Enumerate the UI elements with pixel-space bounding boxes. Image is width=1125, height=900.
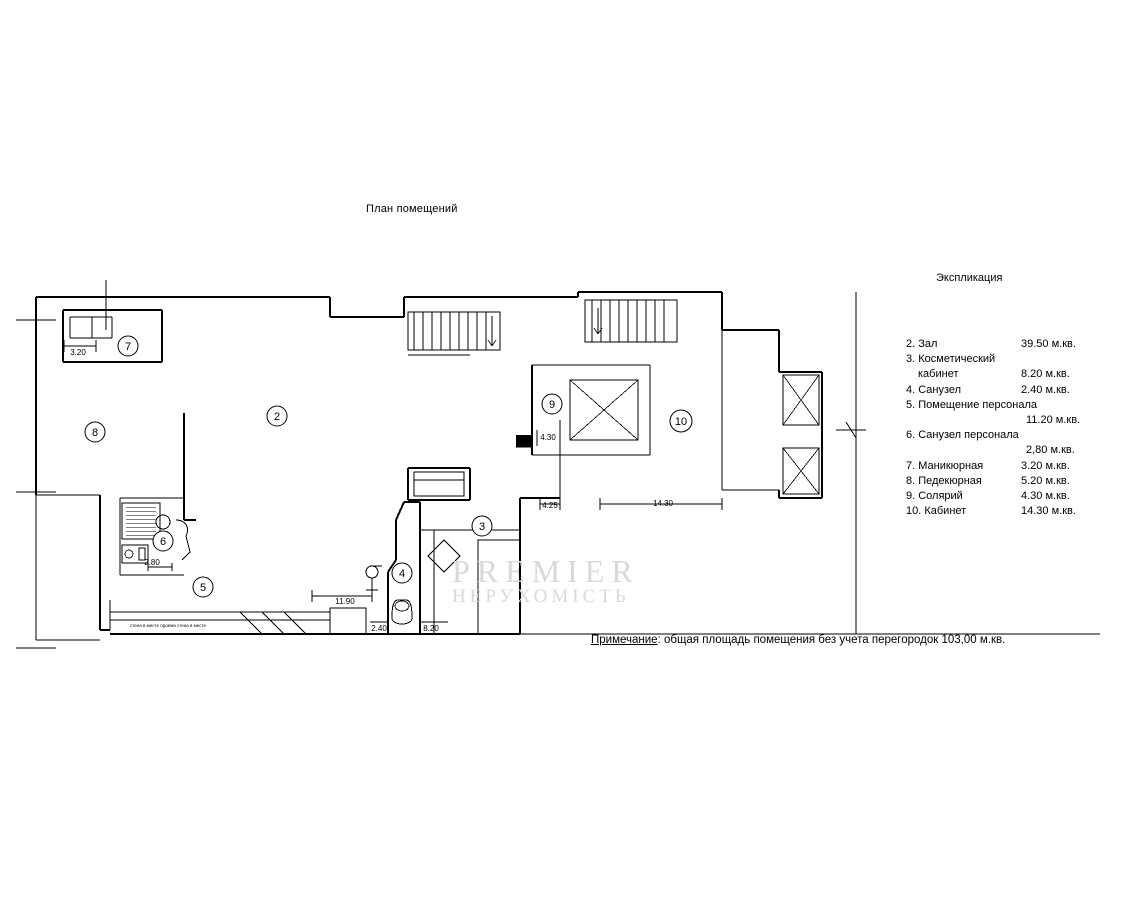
svg-text:5: 5 <box>199 582 207 594</box>
plan-title: План помещений <box>366 203 458 215</box>
explication-label: 6. Санузел персонала <box>906 429 1019 442</box>
explication-value: 3.20 м.кв. <box>1021 459 1070 472</box>
explication-row <box>906 352 1121 367</box>
explication-value: 39.50 м.кв. <box>1021 338 1076 350</box>
explication-label: 7. Маникюрная <box>906 459 984 472</box>
svg-text:3.20: 3.20 <box>70 348 86 357</box>
svg-text:10: 10 <box>674 416 688 428</box>
svg-text:2: 2 <box>273 411 281 423</box>
note-prefix: Примечание <box>591 634 658 646</box>
explication-title: Экспликация <box>936 272 1003 284</box>
svg-text:7: 7 <box>124 341 132 353</box>
watermark-line-1: PREMIER <box>452 553 640 589</box>
explication-row <box>906 489 1121 504</box>
room-badge <box>193 577 213 597</box>
note <box>591 634 1005 646</box>
explication-label: 10. Кабинет <box>906 505 967 518</box>
room-badge <box>472 516 492 536</box>
explication-row <box>906 383 1121 398</box>
svg-text:8: 8 <box>91 427 99 439</box>
watermark-line-2: НЕРУХОМІСТЬ <box>452 586 630 607</box>
room-badge <box>85 422 105 442</box>
svg-text:2.80: 2.80 <box>144 558 160 567</box>
explication-value: 11.20 м.кв. <box>1026 413 1081 426</box>
svg-text:6: 6 <box>159 536 167 548</box>
explication-row <box>906 428 1121 443</box>
explication-row <box>906 459 1121 474</box>
explication-row <box>906 398 1121 413</box>
explication-row <box>906 413 1121 428</box>
explication-row <box>906 504 1121 519</box>
explication-label: 5. Помещение персонала <box>906 398 1038 411</box>
svg-text:14.30: 14.30 <box>652 499 674 508</box>
explication-value: 14.30 м.кв. <box>1021 505 1076 518</box>
explication-list <box>906 337 1121 519</box>
room-badge <box>118 336 138 356</box>
room-badge <box>542 394 562 414</box>
room-badge <box>153 531 173 551</box>
room-badge <box>267 406 287 426</box>
svg-text:3: 3 <box>478 521 486 533</box>
explication-value: 8.20 м.кв. <box>1021 368 1070 381</box>
room-badge <box>392 563 412 583</box>
room-badges <box>85 336 692 597</box>
explication-row <box>906 337 1121 352</box>
explication-row <box>906 443 1121 458</box>
svg-text:4.30: 4.30 <box>540 433 556 442</box>
explication-row <box>906 367 1121 382</box>
explication-label: 9. Солярий <box>906 489 963 502</box>
svg-text:9: 9 <box>548 399 556 411</box>
svg-text:4: 4 <box>398 568 406 580</box>
explication-row <box>906 474 1121 489</box>
svg-text:4.25: 4.25 <box>542 501 558 510</box>
svg-text:11.90: 11.90 <box>335 597 355 606</box>
explication-value: 4.30 м.кв. <box>1021 489 1070 502</box>
room-badge <box>670 410 692 432</box>
explication-label: 2. Зал <box>906 338 938 350</box>
svg-text:2.40: 2.40 <box>371 624 387 633</box>
explication-label: 8. Педекюрная <box>906 474 982 487</box>
explication-value: 2.40 м.кв. <box>1021 383 1070 396</box>
explication-value: 2,80 м.кв. <box>1026 444 1075 457</box>
explication-label: 3. Косметический <box>906 353 996 366</box>
explication-label: кабинет <box>918 368 959 381</box>
explication-value: 5.20 м.кв. <box>1021 474 1070 487</box>
svg-text:8.20: 8.20 <box>423 624 439 633</box>
svg-text:стена в месте проема стена в м: стена в месте проема стена в месте <box>130 623 207 628</box>
note-text: : общая площадь помещения без учета перегородок 103,00 м.кв. <box>657 634 1006 646</box>
explication-label: 4. Санузел <box>906 383 962 396</box>
